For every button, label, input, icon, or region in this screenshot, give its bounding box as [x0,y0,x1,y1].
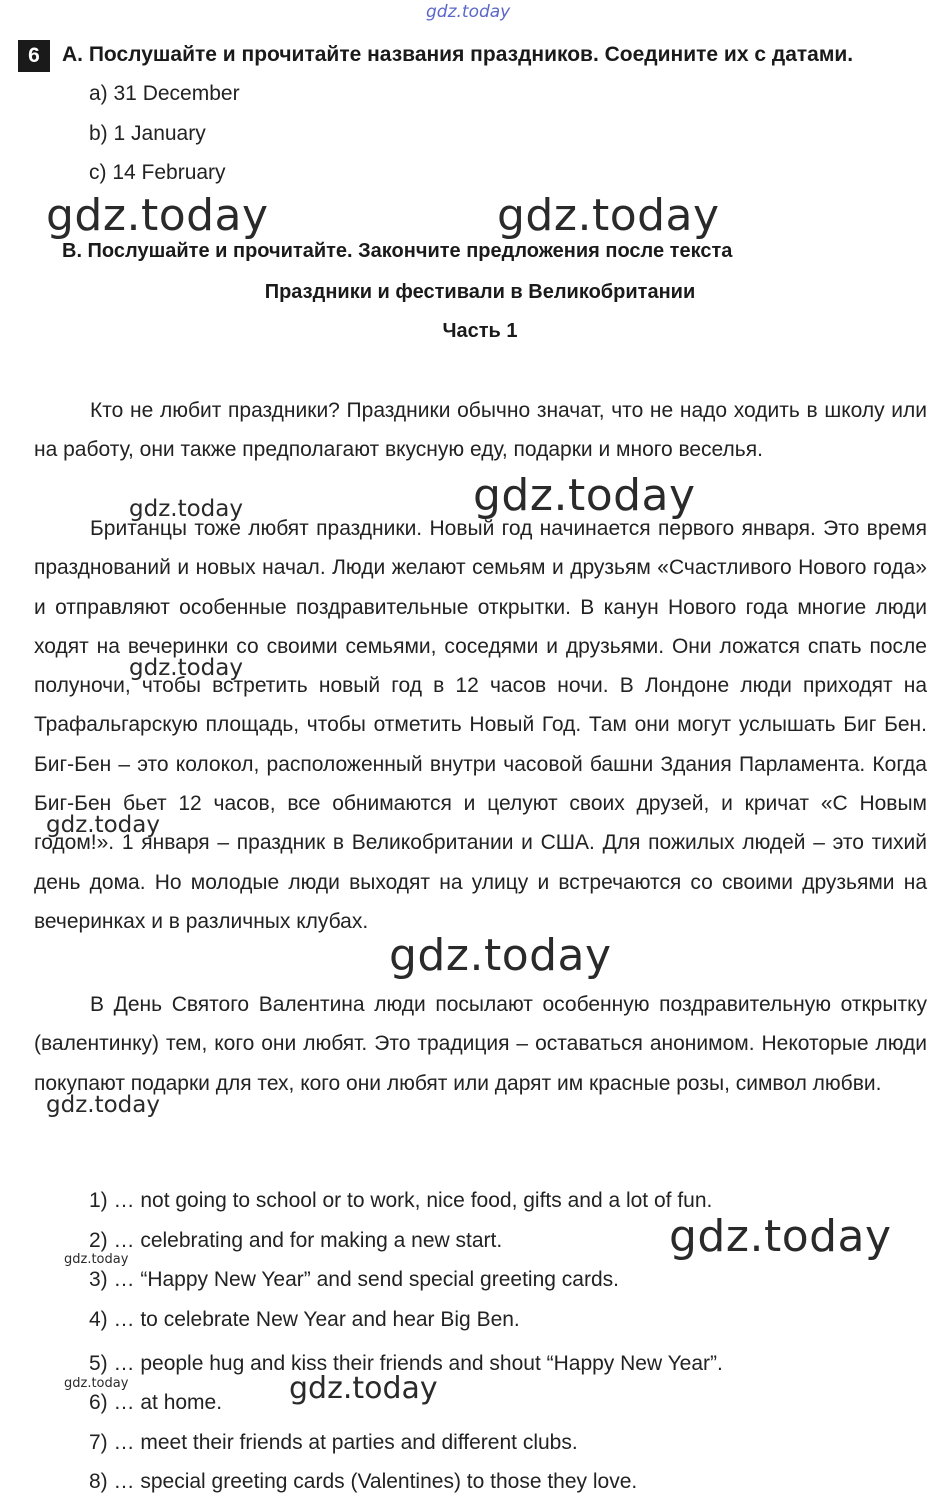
watermark: gdz.today [473,470,696,521]
paragraph-2: Британцы тоже любят праздники. Новый год начинается первого января. Это время празднований и новых начал. Люди желают семьям и друзьям «Счастливого Нового года» и отправляют особенные поздравительные открытки. В канун Нового года многие люди ходят на вечеринки со своими семьями, соседями и друзьями. Они ложатся спать после полуночи, чтобы встретить новый год в 12 часов ночи. В Лондоне люди приходят на Трафальгарскую площадь, чтобы отметить Новый Год. Там они могут услышать Биг Бен. Биг-Бен – это колокол, расположенный внутри часовой башни Здания Парламента. Когда Биг-Бен бьет 12 часов, все обнимаются и целуют своих друзей, и кричат «С Новым годом!». 1 января – праздник в Великобритании и США. Для пожилых людей – это тихий день дома. Но молодые люди выходят на улицу и встречаются со своими друзьями на вечеринках и в различных клубах. [34,517,927,933]
sentence-1: 1) … not going to school or to work, nice food, gifts and a lot of fun. [89,1189,713,1212]
watermark: gdz.today [129,496,243,522]
paragraph-1: Кто не любит праздники? Праздники обычно значат, что не надо ходить в школу или на работу, они также предполагают вкусную еду, подарки и много веселья. [34,399,927,462]
option-b: b) 1 January [89,122,206,145]
sentence-7: 7) … meet their friends at parties and different clubs. [89,1431,578,1454]
sentence-2: 2) … celebrating and for making a new start. [89,1229,503,1252]
watermark: gdz.today [46,190,269,241]
text-subtitle: Часть 1 [442,320,518,342]
task-number-badge: 6 [18,40,50,72]
paragraph-3: В День Святого Валентина люди посылают особенную поздравительную открытку (валентинку) тем, кого они любят. Это традиция – оставаться анонимом. Некоторые люди покупают подарки для тех, кого они любят или дарят им красные розы, символ любви. [34,993,927,1095]
watermark: gdz.today [129,655,243,681]
option-a: a) 31 December [89,82,240,105]
sentence-4: 4) … to celebrate New Year and hear Big Ben. [89,1308,520,1331]
watermark: gdz.today [64,1376,129,1391]
sentence-3: 3) … “Happy New Year” and send special greeting cards. [89,1268,619,1291]
part-a-instruction: А. Послушайте и прочитайте названия праздников. Соедините их с датами. [62,43,854,66]
sentence-8: 8) … special greeting cards (Valentines) to those they love. [89,1470,638,1493]
sentence-5: 5) … people hug and kiss their friends and shout “Happy New Year”. [89,1352,723,1375]
watermark: gdz.today [46,812,160,838]
watermark: gdz.today [669,1211,892,1262]
watermark: gdz.today [64,1252,129,1267]
watermark: gdz.today [389,930,612,981]
watermark-top: gdz.today [426,2,511,22]
watermark: gdz.today [46,1092,160,1118]
watermark: gdz.today [289,1371,438,1406]
option-c: c) 14 February [89,161,226,184]
sentence-6: 6) … at home. [89,1391,223,1414]
text-title: Праздники и фестивали в Великобритании [264,281,696,303]
watermark: gdz.today [497,190,720,241]
part-b-instruction: В. Послушайте и прочитайте. Закончите предложения после текста [62,240,733,262]
